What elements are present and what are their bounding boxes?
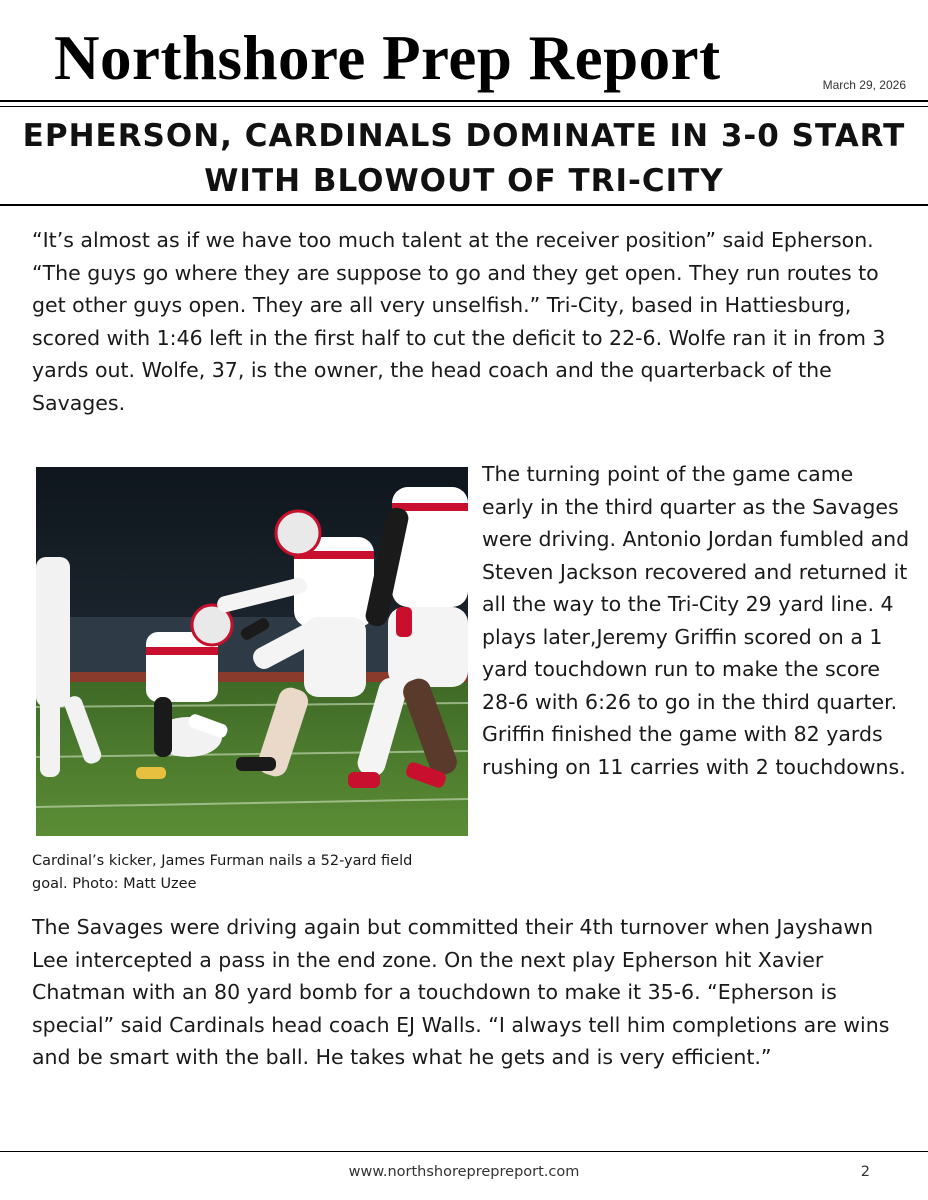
article-paragraph-2: The turning point of the game came early in the third quarter as the Savages were driving. Antonio Jordan fumbled and Steven Jackson recovered and returned it all the way to the Tri-City 29 yard line. 4 plays later,Jeremy Griffin scored on a 1 yard touchdown run to make the score 28-6 with 6:26 to go in the third quarter. Griffin finished the game with 82 yards rushing on 11 carries with 2 touchdowns. xyxy=(482,462,910,779)
masthead-rule-bottom xyxy=(0,106,928,107)
headline-line-2: WITH BLOWOUT OF TRI-CITY xyxy=(204,163,724,199)
article-headline xyxy=(0,114,928,204)
headline-line-1: EPHERSON, CARDINALS DOMINATE IN 3-0 START xyxy=(22,118,906,154)
headline-rule xyxy=(0,204,928,206)
game-photo xyxy=(36,467,468,836)
footer-url-link[interactable]: www.northshoreprepreport.com xyxy=(348,1164,580,1180)
article-paragraph-3: The Savages were driving again but committed their 4th turnover when Jayshawn Lee intercepted a pass in the end zone. On the next play Epherson hit Xavier Chatman with an 80 yard bomb for a touchdown to make it 35-6. “Epherson is special” said Cardinals head coach EJ Walls. “I always tell him completions are wins and be smart with the ball. He takes what he gets and is very efficient.” xyxy=(32,915,890,1069)
photo-caption: Cardinal’s kicker, James Furman nails a 52-yard field goal. Photo: Matt Uzee xyxy=(32,853,413,892)
football-kicker-illustration xyxy=(36,467,468,836)
masthead-title: Northshore Prep Report xyxy=(54,23,721,93)
article-paragraph-1: “It’s almost as if we have too much talent at the receiver position” said Epherson. “The guys go where they are suppose to go and they get open. They run routes to get other guys open. They are all very unselfish.” Tri-City, based in Hattiesburg, scored with 1:46 left in the first half to cut the deficit to 22-6. Wolfe ran it in from 3 yards out. Wolfe, 37, is the owner, the head coach and the quarterback of the Savages. xyxy=(32,228,886,415)
page-number: 2 xyxy=(860,1164,870,1180)
issue-date: March 29, 2026 xyxy=(822,78,906,92)
masthead-rule-top xyxy=(0,100,928,102)
footer-rule xyxy=(0,1151,928,1152)
